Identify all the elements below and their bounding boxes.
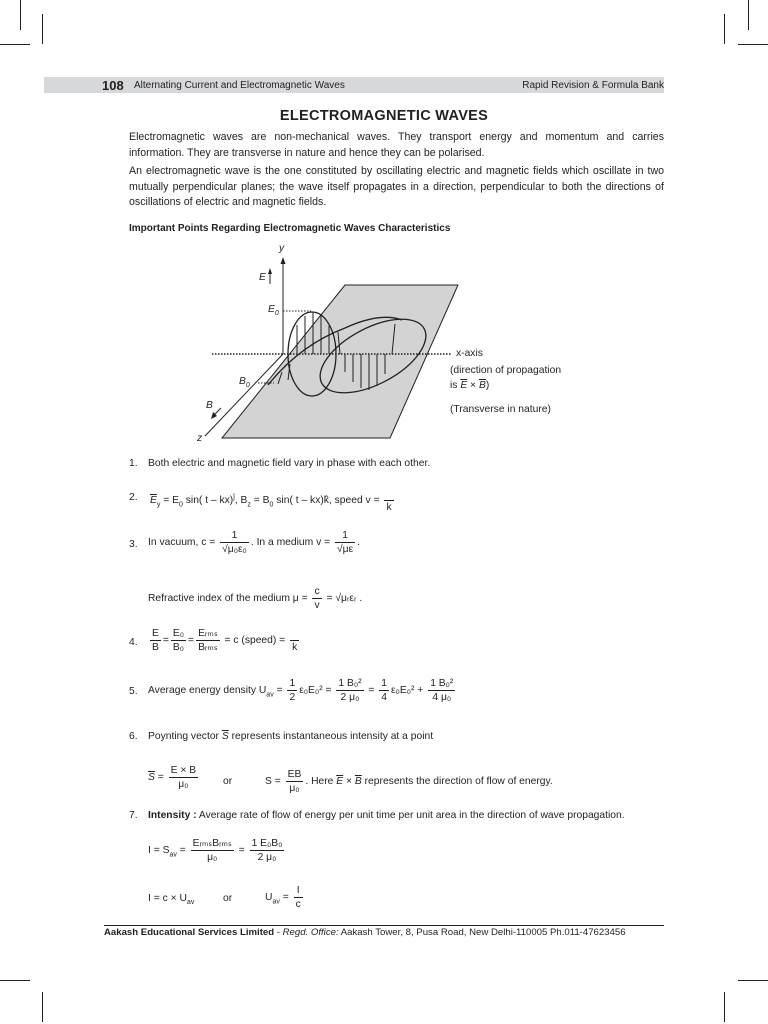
item-5-equation: Average energy density $U_{av}$ = $\frac{1}{2}$ ε₀E₀² = $\frac{\text{1 B₀²}}{\text{2 μ₀}}$ = $\frac{1}{4}$ ε₀E₀² + $\frac{\text{1 B₀²}}{\text{4 μ₀}}$ xyxy=(148,678,454,703)
item-number: 6. xyxy=(129,731,138,742)
intensity-definition: Intensity : Average rate of flow of energy per unit time per unit area in the direction of wave propagation. xyxy=(148,810,625,821)
b-field-label: B xyxy=(206,400,213,411)
energy-density-equation: $U_{av}$ = $\frac{I}{c}$ xyxy=(265,885,301,910)
footer-rule xyxy=(104,925,664,926)
section-subheading: Important Points Regarding Electromagnetic Waves Characteristics xyxy=(129,223,451,234)
page-title: ELECTROMAGNETIC WAVES xyxy=(279,108,489,124)
item-4-equation: $\frac{E}{B}$ = $\frac{\text{E₀}}{\text{B₀}}$ = $\frac{\text{Eᵣₘₛ}}{\text{Bᵣₘₛ}}$ = c (speed) = k xyxy=(152,628,298,653)
book-title: Rapid Revision & Formula Bank xyxy=(522,80,664,91)
propagation-note: (direction of propagation xyxy=(450,365,562,376)
chapter-title: Alternating Current and Electromagnetic Waves xyxy=(134,80,345,91)
crop-mark xyxy=(0,980,30,981)
item-number: 7. xyxy=(129,810,138,821)
b0-label: $B_0$ xyxy=(239,376,250,390)
crop-mark xyxy=(738,980,768,981)
poynting-vector-equation: $\overline{S}$ = $\frac{E \times B}{\text{μ₀}}$ xyxy=(148,765,197,790)
x-axis-label: x-axis xyxy=(456,348,483,359)
or-label: or xyxy=(223,776,233,787)
transverse-note: (Transverse in nature) xyxy=(450,404,551,415)
e-field-label: E xyxy=(259,272,266,283)
em-wave-diagram xyxy=(0,0,768,460)
or-label: or xyxy=(223,893,233,904)
intensity-equation: $I = S_{av}$ = $\frac{\text{EᵣₘₛBᵣₘₛ}}{\text{μ₀}}$ = $\frac{\text{1 E₀B₀}}{\text{2 μ₀}}$ xyxy=(148,838,283,863)
item-1-text: Both electric and magnetic field vary in phase with each other. xyxy=(148,458,431,469)
item-number: 1. xyxy=(129,458,138,469)
poynting-magnitude-equation: S = $\frac{EB}{\text{μ₀}}$ . Here $\overline{E} \times \overline{B}$ represents the direction of flow of energy. xyxy=(265,769,553,794)
footer: Aakash Educational Services Limited - Regd. Office: Aakash Tower, 8, Pusa Road, New Delhi-110005 Ph.011-47623456 xyxy=(104,927,626,938)
page-number: 108 xyxy=(102,78,124,93)
item-number: 4. xyxy=(129,637,138,648)
refractive-index-equation: Refractive index of the medium μ = $\frac{c}{v}$ = √μᵣεᵣ . xyxy=(148,586,363,611)
intro-paragraph: Electromagnetic waves are non-mechanical waves. They transport energy and momentum and carries information. They are transverse in nature and hence they can be polarised. xyxy=(129,131,664,159)
definition-paragraph: An electromagnetic wave is the one constituted by oscillating electric and magnetic fields which oscillate in two mutually perpendicular planes; the wave itself propagates in a direction, perpendicular to both the directions of oscillations of electric and magnetic fields. xyxy=(129,165,664,208)
propagation-note-2: is $\overline{E} \times \overline{B}$) xyxy=(450,380,490,391)
z-axis-label: z xyxy=(197,433,203,444)
e0-label: $E_0$ xyxy=(268,304,279,318)
y-axis-label: y xyxy=(279,243,285,254)
crop-mark xyxy=(42,992,43,1022)
item-number: 2. xyxy=(129,492,138,503)
intensity-energy-equation: $I = c \times U_{av}$ xyxy=(148,893,195,907)
item-6-text: Poynting vector $\overline{S}$ represents instantaneous intensity at a point xyxy=(148,731,434,742)
crop-mark xyxy=(724,992,725,1022)
item-number: 5. xyxy=(129,686,138,697)
item-number: 3. xyxy=(129,539,138,550)
item-3-equation: In vacuum, c = $\frac{1}{\text{√μ₀ε₀}}$ . In a medium v = $\frac{1}{√\mu\varepsilon}$ . xyxy=(148,530,361,555)
item-2-equation: $\overline{E}_y = E_0$ sin( t – kx)$^ĵ$, $B_z = B_0$ sin( t – kx)k̂, speed v = k xyxy=(150,487,396,514)
